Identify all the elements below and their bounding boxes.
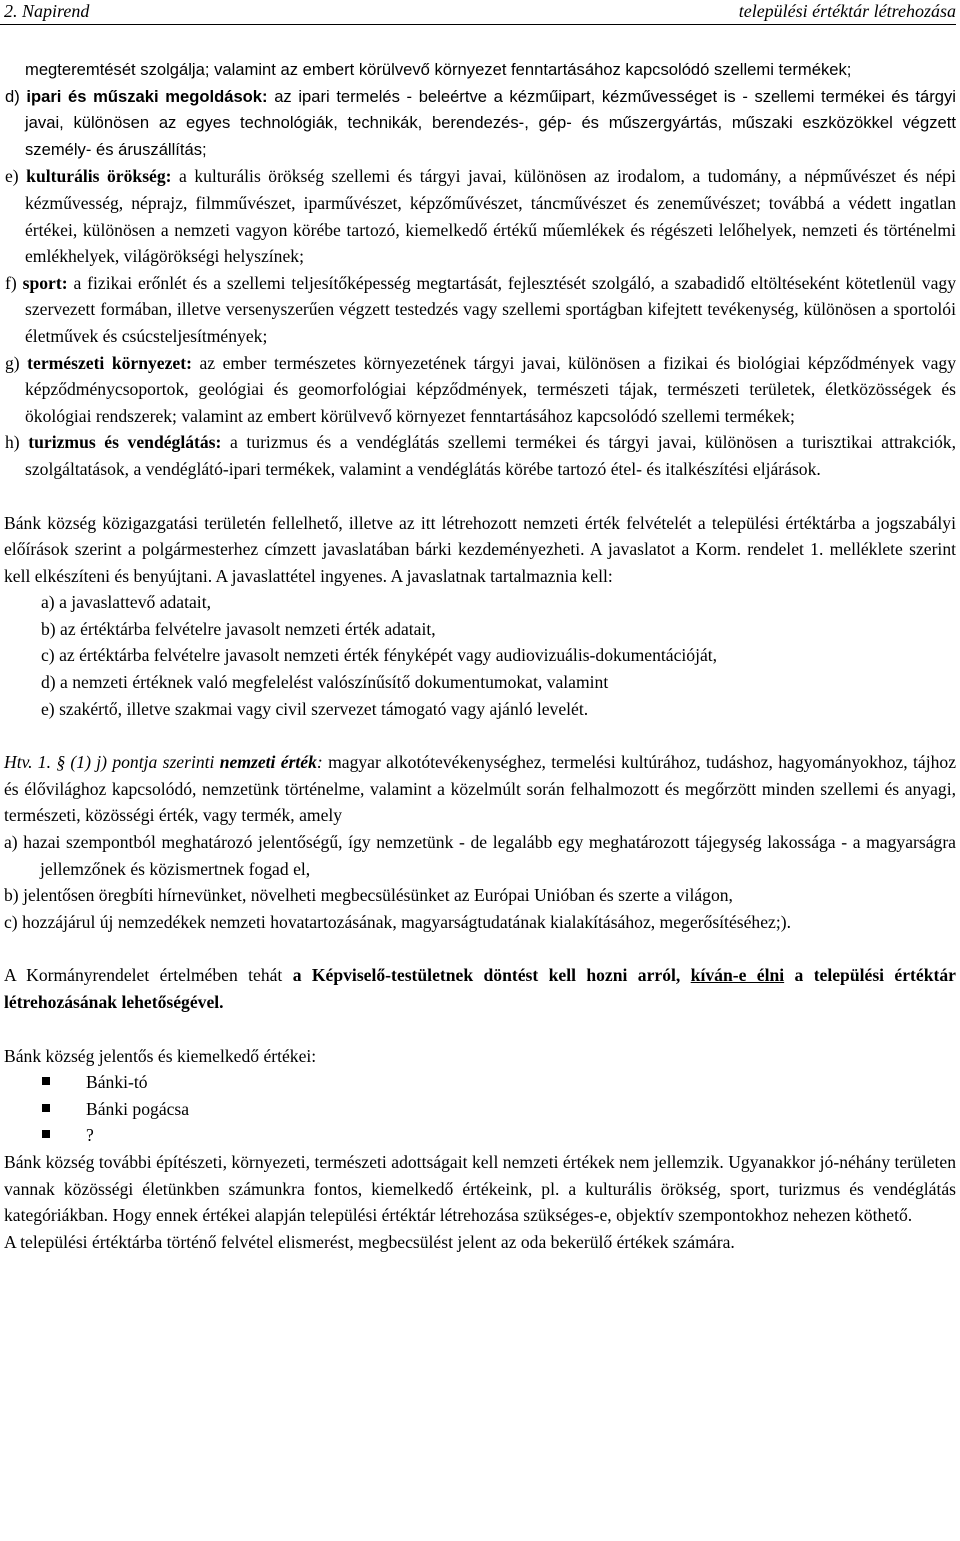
list-item: e) szakértő, illetve szakmai vagy civil szervezet támogató vagy ajánló levelét. (41, 698, 589, 719)
category-d: d) ipari és műszaki megoldások: az ipari termelés - beleértve a kézműipart, kézművességet is - szellemi termékei és tárgyi javai, különösen az egyes technológiák, technikák, berendezés-, gép- és műszergyártás, műszaki eszközökkel végzett személy- és áruszállítás; (5, 86, 956, 159)
category-e: e) kulturális örökség: a kulturális örökség szellemi és tárgyi javai, különösen az irodalom, a tudomány, a népművészet és népi kézművesség, néprajz, filmművészet, iparművészet, képzőművészet, táncművészet és zeneművészet; továbbá a védett ingatlan értékei, különösen a nemzeti vagyon körébe tartozó, kiemelkedő értékű műemlékek és régészeti lelőhelyek, nemzeti és történelmi emlékhelyek, világörökségi helyszínek; (5, 166, 956, 267)
category-f-term: sport: (22, 272, 68, 293)
list-item: ? (40, 1122, 956, 1149)
list-item: b) jelentősen öregbíti hírnevünket, növelheti megbecsülésünket az Európai Unióban és szerte a világon, (4, 885, 733, 906)
category-c-continuation: megteremtését szolgálja; valamint az embert körülvevő környezet fenntartásához kapcsolódó szellemi termékek; (25, 60, 852, 79)
category-d-term: ipari és műszaki megoldások: (26, 86, 268, 106)
law-criteria-list (0, 829, 956, 935)
law-reference: Htv. 1. § (1) j) pontja szerinti (4, 752, 220, 773)
category-e-term: kulturális örökség: (26, 166, 172, 187)
decision-paragraph: A Kormányrendelet értelmében tehát a Képviselő-testületnek döntést kell hozni arról, kíván-e élni a települési értéktár létrehozásának lehetőségével. (4, 965, 956, 1012)
proposal-requirements-list (0, 589, 956, 722)
closing-paragraph: A települési értéktárba történő felvétel elismerést, megbecsülést jelent az oda bekerülő értékek számára. (4, 1231, 735, 1252)
list-item: a) hazai szempontból meghatározó jelentőségű, így nemzetünk - de legalább egy meghatározott tájegység lakossága - a magyarságra jellemzőnek és közismertnek fogad el, (4, 832, 956, 879)
header-agenda-label: 2. Napirend (4, 1, 90, 21)
category-g-term: természeti környezet: (27, 352, 192, 373)
square-bullet-icon (42, 1104, 50, 1112)
category-h-term: turizmus és vendéglátás: (28, 432, 222, 453)
value-categories-serif (0, 163, 956, 482)
category-h: h) turizmus és vendéglátás: a turizmus és a vendéglátás szellemi termékei és tárgyi javai, különösen a turisztikai attrakciók, szolgáltatások, a vendéglátó-ipari termékek, valamint a vendéglátás körébe tartozó étel- és italkészítési eljárások. (5, 432, 957, 479)
local-values-list (0, 1069, 956, 1149)
law-term: nemzeti érték (219, 752, 317, 773)
proposal-intro: Bánk község közigazgatási területén fellelhető, illetve az itt létrehozott nemzeti érték felvételét a települési értéktárba a jogszabályi előírások szerint a polgármesterhez címzett javaslatában bárki kezdeményezheti. A javaslatot a Korm. rendelet 1. melléklete szerint kell elkészíteni és benyújtani. A javaslattétel ingyenes. A javaslatnak tartalmaznia kell: (4, 512, 956, 586)
list-item: a) a javaslattevő adatait, (41, 592, 211, 613)
local-values-paragraph: Bánk község további építészeti, környezeti, természeti adottságait kell nemzeti értékek nem jellemzik. Ugyanakkor jó-néhány területen vannak közösségi életünkben számunkra fontos, kiemelkedő értékeink, pl. a kulturális örökség, sport, turizmus és vendéglátás kategóriákban. Hogy ennek értékei alapján települési értéktár létrehozása szükséges-e, objektív szempontokhoz nehezen köthető. (4, 1151, 956, 1226)
square-bullet-icon (42, 1077, 50, 1085)
list-item: Bánki pogácsa (40, 1096, 956, 1123)
header-topic-label: települési értéktár létrehozása (738, 1, 956, 21)
law-definition: Htv. 1. § (1) j) pontja szerinti nemzeti érték: magyar alkotótevékenységhez, termelési kultúrához, tudáshoz, hagyományokhoz, tájhoz és élővilághoz kapcsolódó, nemzetünk történelme, valamint a közelmúlt során felhalmozott és megőrzött minden szellemi és anyagi, természeti, közösségi érték, vagy termék, amely (4, 752, 957, 826)
page-header (0, 0, 956, 25)
value-categories-list (0, 57, 956, 163)
document-body (0, 57, 956, 1255)
list-item: c) az értéktárba felvételre javasolt nemzeti érték fényképét vagy audiovizuális-dokumentációját, (41, 645, 718, 666)
list-item: c) hozzájárul új nemzedékek nemzeti hovatartozásának, magyarságtudatának kialakításához, megerősítéséhez;). (4, 911, 791, 932)
square-bullet-icon (42, 1130, 50, 1138)
list-item: Bánki-tó (40, 1069, 956, 1096)
local-values-title: Bánk község jelentős és kiemelkedő értékei: (4, 1045, 317, 1066)
list-item: d) a nemzeti értéknek való megfelelést valószínűsítő dokumentumokat, valamint (41, 672, 609, 693)
list-item: b) az értéktárba felvételre javasolt nemzeti érték adatait, (41, 618, 436, 639)
category-g: g) természeti környezet: az ember természetes környezetének tárgyi javai, különösen a fizikai és biológiai képződmények vagy képződménycsoportok, geológiai és geomorfológiai képződmények, természeti tájak, természeti területek, életközösségek és ökológiai rendszerek; valamint az embert körülvevő környezet fenntartásához kapcsolódó szellemi termékek; (5, 352, 957, 426)
category-f: f) sport: a fizikai erőnlét és a szellemi teljesítőképesség megtartását, fejlesztését szolgáló, a szabadidő eltöltéseként kötetlenül vagy szervezett formában, illetve versenyszerűen végzett testedzés vagy szellemi sportágban kifejtett tevékenység, különösen a sportolói életművek és csúcsteljesítmények; (5, 272, 956, 346)
decision-underlined: kíván-e élni (690, 965, 785, 986)
